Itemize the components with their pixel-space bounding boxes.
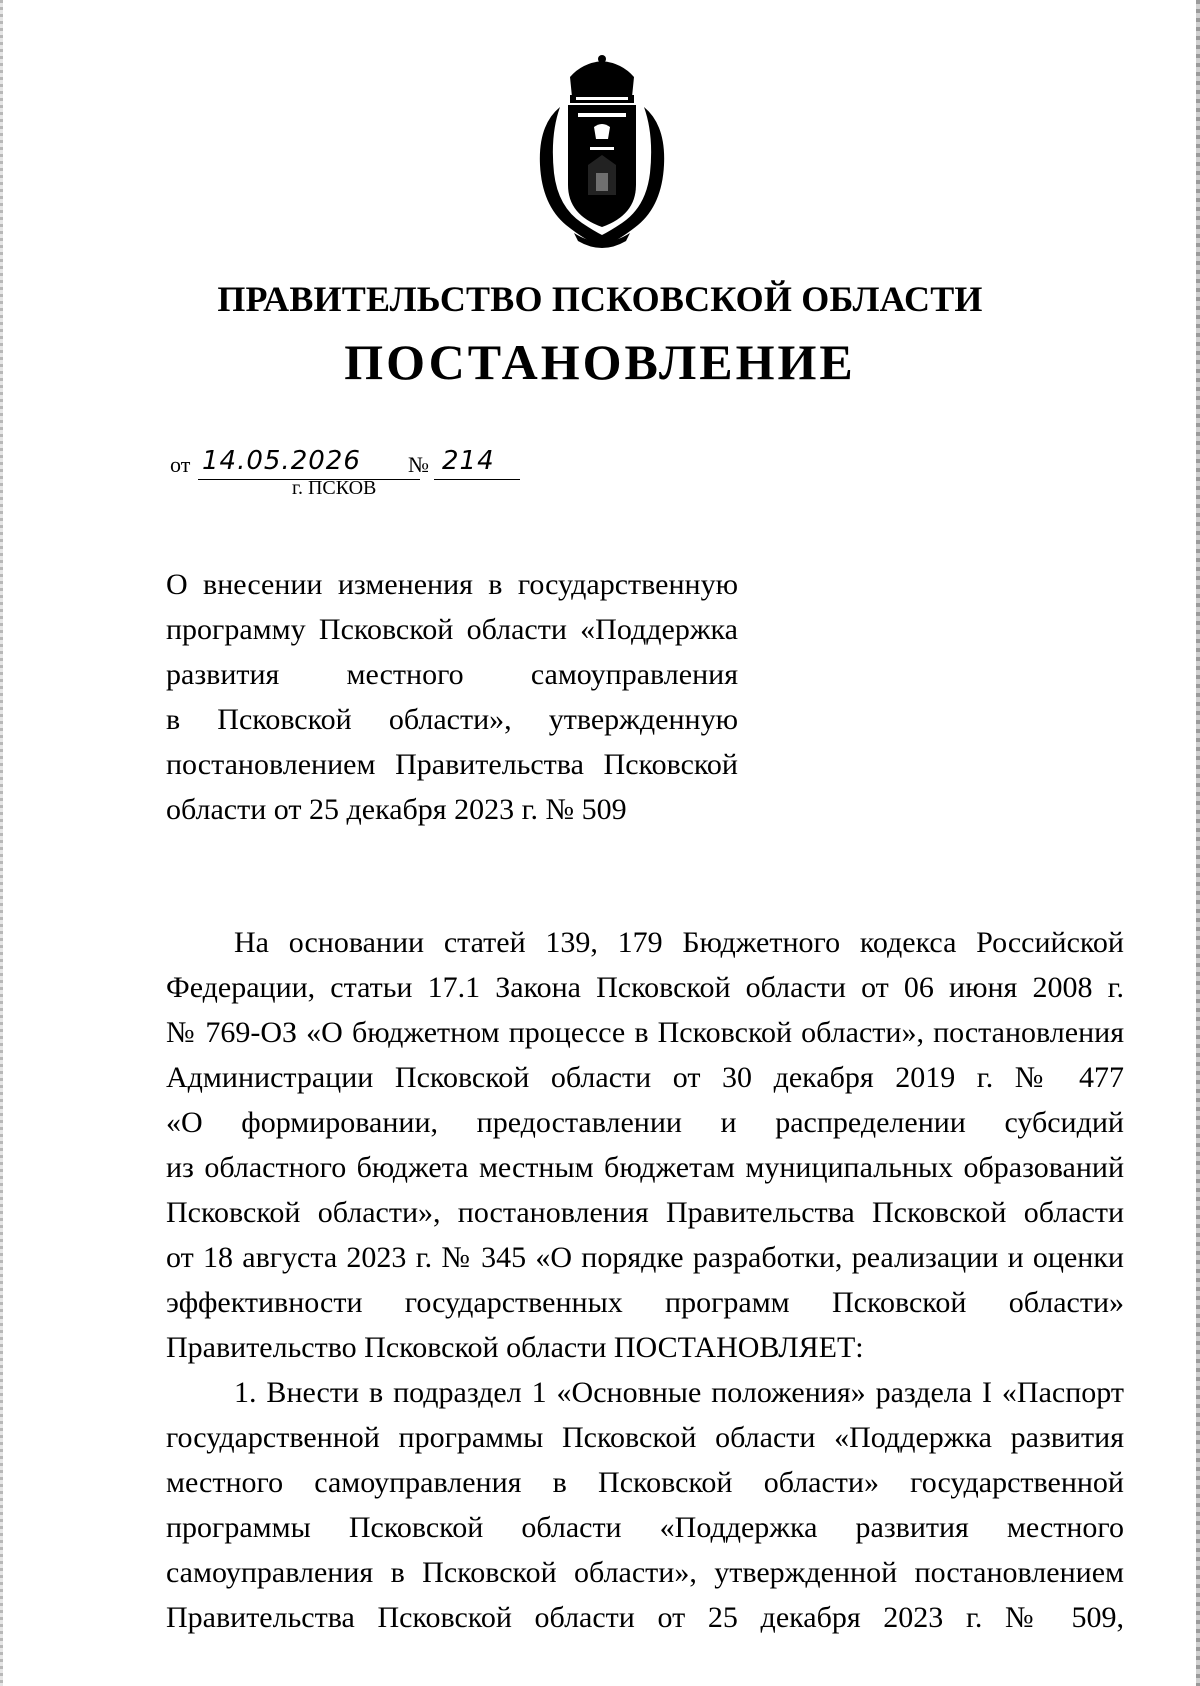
organization-title: ПРАВИТЕЛЬСТВО ПСКОВСКОЙ ОБЛАСТИ xyxy=(217,279,983,319)
subject-line: в Псковской области», утвержденную xyxy=(166,703,738,736)
body-line: На основании статей 139, 179 Бюджетного кодекса Российской xyxy=(234,926,1124,959)
subject-line: О внесении изменения в государственную xyxy=(166,568,738,601)
body-line: Псковской области», постановления Правительства Псковской области xyxy=(166,1196,1124,1229)
body-line: программы Псковской области «Поддержка развития местного xyxy=(166,1511,1124,1544)
body-line: Правительства Псковской области от 25 декабря 2023 г. № 509, xyxy=(166,1601,1124,1634)
subject-line: программу Псковской области «Поддержка xyxy=(166,613,738,646)
number-underline xyxy=(434,479,520,480)
scan-edge-left xyxy=(0,0,3,1686)
scan-edge-right xyxy=(1196,0,1200,1686)
number-label: № xyxy=(408,452,429,477)
document-body xyxy=(166,920,1124,1640)
body-line: самоуправления в Псковской области», утвержденной постановлением xyxy=(166,1556,1124,1589)
number-value-handwritten: 214 xyxy=(442,446,495,476)
body-line: № 769-ОЗ «О бюджетном процессе в Псковской области», постановления xyxy=(166,1016,1124,1049)
subject-line: области от 25 декабря 2023 г. № 509 xyxy=(166,793,627,826)
body-line: из областного бюджета местным бюджетам муниципальных образований xyxy=(166,1151,1124,1184)
document-type-title: ПОСТАНОВЛЕНИЕ xyxy=(344,334,856,390)
body-line: государственной программы Псковской области «Поддержка развития xyxy=(166,1421,1124,1454)
body-line: «О формировании, предоставлении и распределении субсидий xyxy=(166,1106,1124,1139)
body-line: Администрации Псковской области от 30 декабря 2019 г. № 477 xyxy=(166,1061,1124,1094)
document-subject xyxy=(166,562,738,832)
body-line: местного самоуправления в Псковской области» государственной xyxy=(166,1466,1124,1499)
subject-line: развития местного самоуправления xyxy=(166,658,738,691)
body-line: Правительство Псковской области ПОСТАНОВЛЯЕТ: xyxy=(166,1331,864,1364)
date-value-handwritten: 14.05.2026 xyxy=(202,446,361,476)
body-line: 1. Внести в подраздел 1 «Основные положения» раздела I «Паспорт xyxy=(234,1376,1124,1409)
city-label: г. ПСКОВ xyxy=(292,477,377,499)
body-line: от 18 августа 2023 г. № 345 «О порядке разработки, реализации и оценки xyxy=(166,1241,1124,1274)
body-line: эффективности государственных программ Псковской области» xyxy=(166,1286,1124,1319)
date-label: от xyxy=(170,452,191,477)
body-line: Федерации, статьи 17.1 Закона Псковской области от 06 июня 2008 г. xyxy=(166,971,1124,1004)
coat-of-arms-icon xyxy=(530,55,675,250)
subject-line: постановлением Правительства Псковской xyxy=(166,748,738,781)
